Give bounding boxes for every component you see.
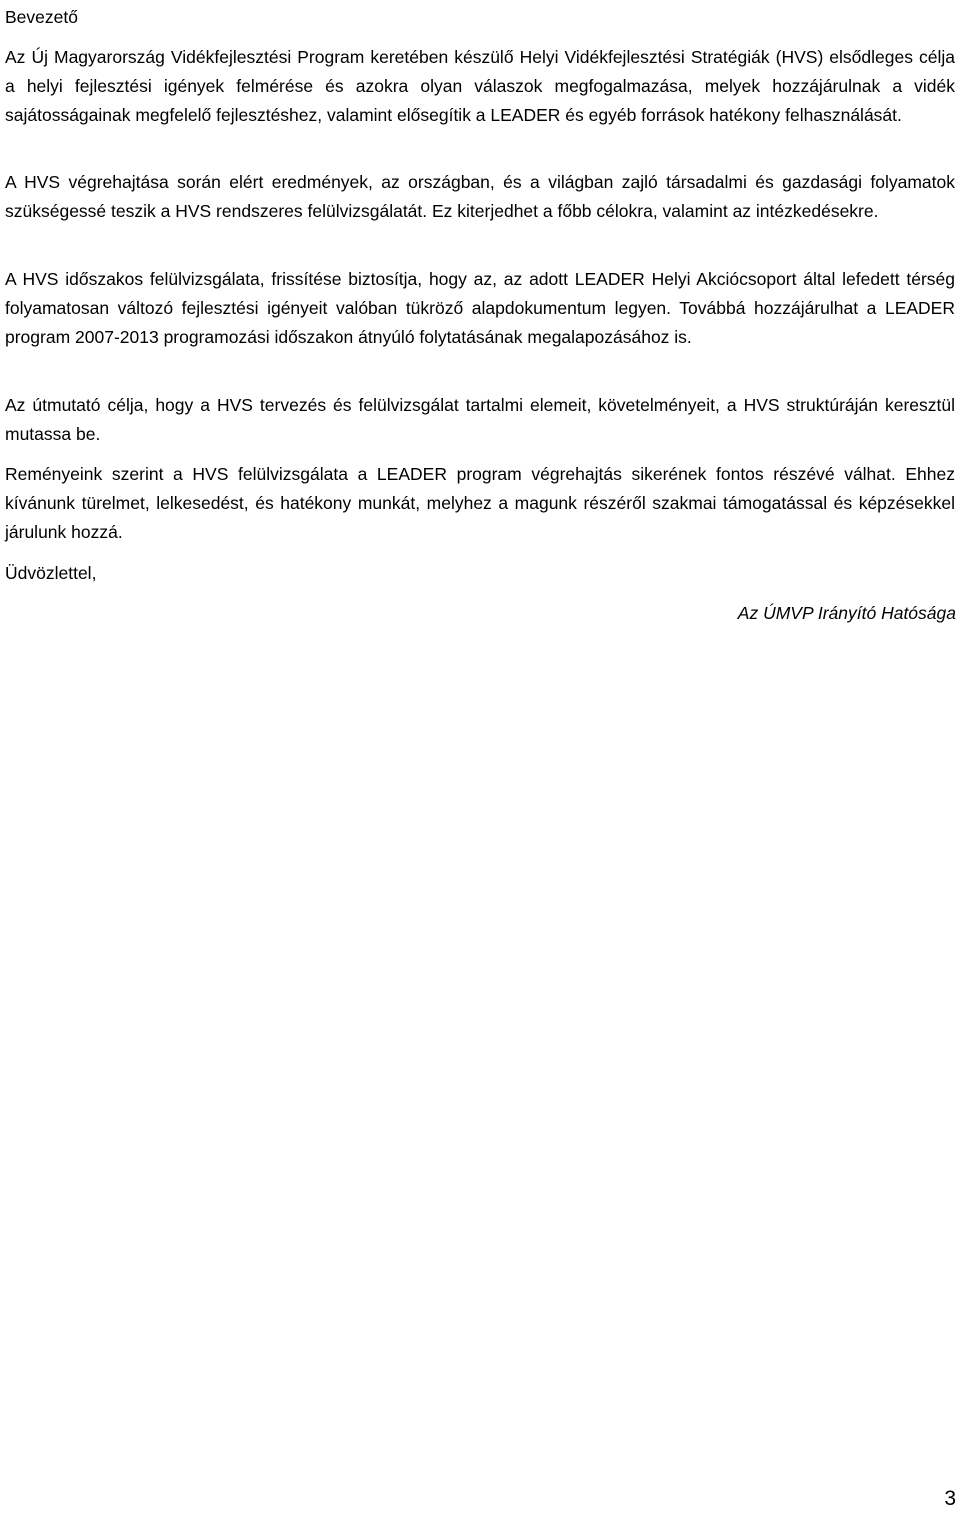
page-heading: Bevezető [5, 7, 78, 27]
paragraph-intro: Az Új Magyarország Vidékfejlesztési Program keretében készülő Helyi Vidékfejlesztési Stratégiák (HVS) elsődleges célja a helyi fejlesztési igények felmérése és azokra olyan válaszok megfogalmazása, melyek hozzájárulnak a vidék sajátosságainak megfelelő fejlesztéshez, valamint elősegítik a LEADER és egyéb források hatékony felhasználását. [5, 47, 955, 125]
greeting: Üdvözlettel, [5, 563, 97, 583]
signature: Az ÚMVP Irányító Hatósága [737, 603, 956, 623]
paragraph-results: A HVS végrehajtása során elért eredmények, az országban, és a világban zajló társadalmi és gazdasági folyamatok szükségessé teszik a HVS rendszeres felülvizsgálatát. Ez kiterjedhet a főbb célokra, valamint az intézkedésekre. [5, 172, 955, 221]
paragraph-hopes: Reményeink szerint a HVS felülvizsgálata a LEADER program végrehajtás sikerének fontos részévé válhat. Ehhez kívánunk türelmet, lelkesedést, és hatékony munkát, melyhez a magunk részéről szakmai támogatással és képzésekkel járulunk hozzá. [5, 464, 955, 542]
paragraph-review: A HVS időszakos felülvizsgálata, frissítése biztosítja, hogy az, az adott LEADER Helyi Akciócsoport által lefedett térség folyamatosan változó fejlesztési igényeit valóban tükröző alapdokumentum legyen. Továbbá hozzájárulhat a LEADER program 2007-2013 programozási időszakon átnyúló folytatásának megalapozásához is. [5, 269, 955, 347]
paragraph-guide-purpose: Az útmutató célja, hogy a HVS tervezés és felülvizsgálat tartalmi elemeit, követelményeit, a HVS struktúráján keresztül mutassa be. [5, 395, 955, 444]
page-number: 3 [944, 1487, 956, 1510]
